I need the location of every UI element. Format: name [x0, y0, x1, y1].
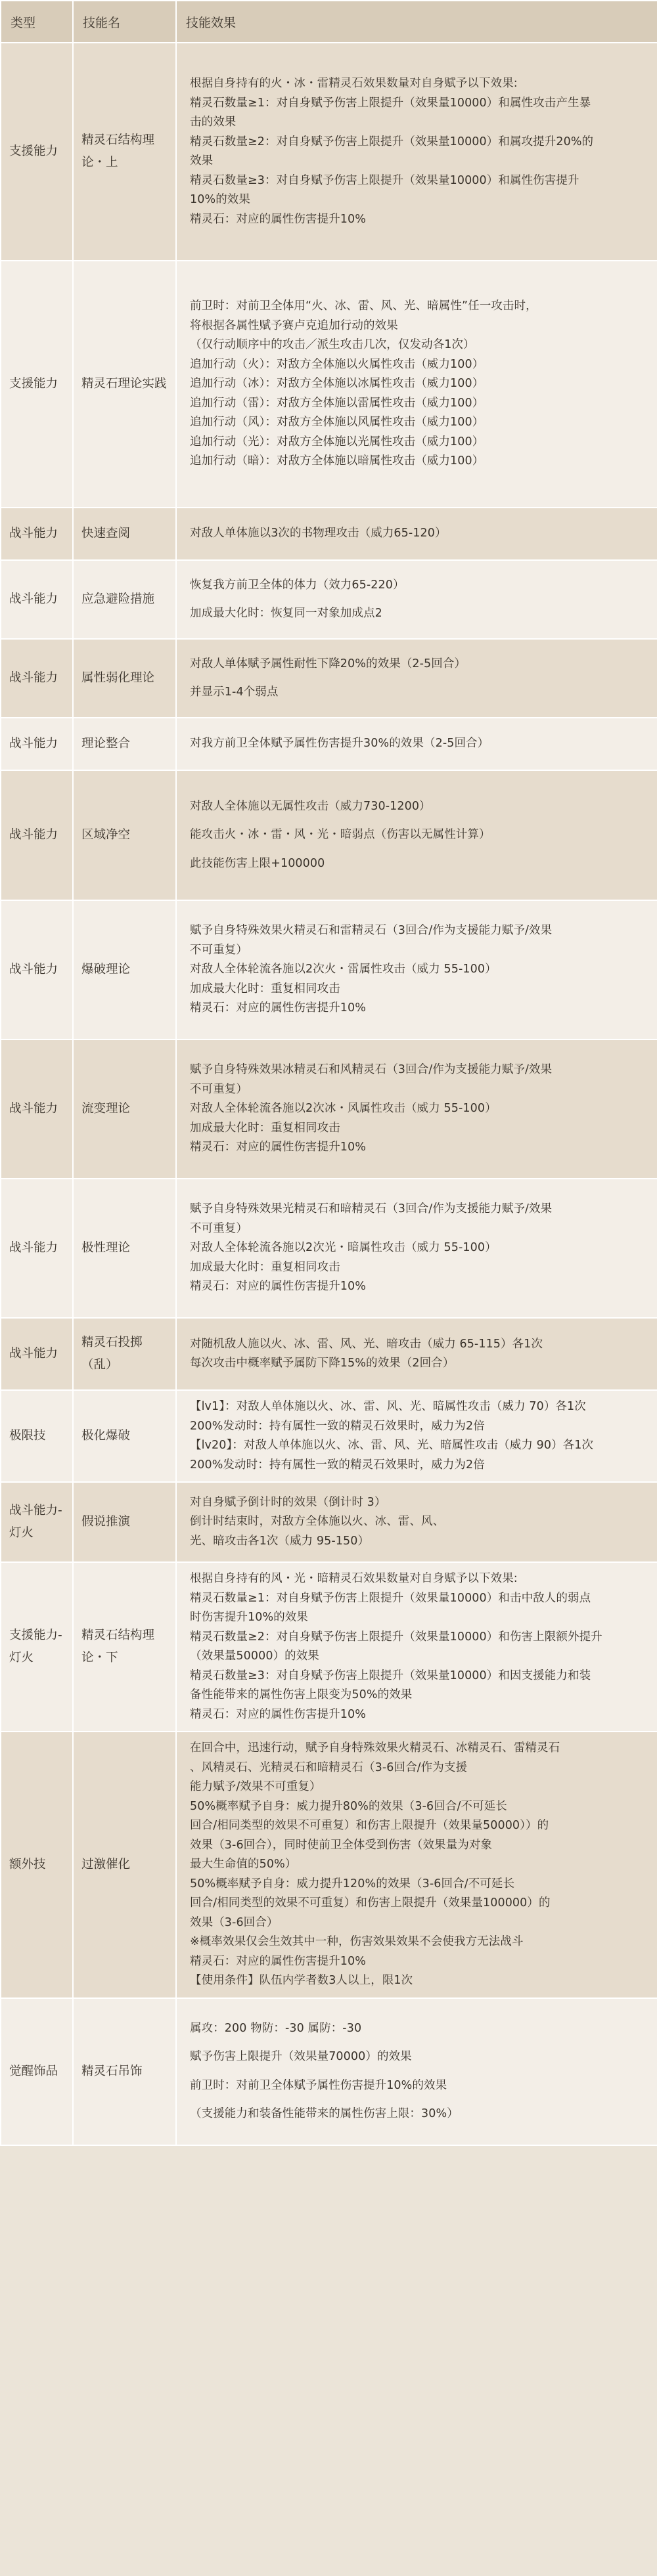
- effect-line: 精灵石：对应的属性伤害提升10%: [190, 1141, 366, 1154]
- effect-line: [190, 674, 645, 683]
- effect-line: [190, 2095, 645, 2105]
- table-row: [1, 718, 657, 770]
- effect-line: 赋予自身特殊效果冰精灵石和风精灵石（3回合/作为支援能力赋予/效果: [190, 1063, 553, 1077]
- table-header: [1, 1, 657, 43]
- effect-line: 效果（3-6回合）: [190, 1915, 279, 1929]
- header-row: [1, 1, 657, 43]
- effect-line: 50%概率赋予自身：威力提升120%的效果（3-6回合/不可延长: [190, 1877, 515, 1890]
- effect-line: 能力赋予/效果不可重复）: [190, 1780, 321, 1793]
- skill-effect: [176, 1179, 657, 1318]
- effect-line: 追加行动（雷）：对敌方全体施以雷属性攻击（威力100）: [190, 396, 484, 410]
- effect-line: 精灵石：对应的属性伤害提升10%: [190, 1954, 366, 1968]
- effect-line: 最大生命值的50%）: [190, 1858, 297, 1871]
- effect-line: 对敌人单体施以3次的书物理攻击（威力65-120）: [190, 527, 447, 540]
- table-row: [1, 1732, 657, 1998]
- effect-line: 每次攻击中概率赋予属防下降15%的效果（2回合）: [190, 1357, 455, 1370]
- skill-name: 精灵石投掷（乱）: [73, 1318, 176, 1390]
- skill-type: 觉醒饰品: [1, 1998, 73, 2145]
- effect-line: 将根据各属性赋予赛卢克追加行动的效果: [190, 318, 398, 332]
- table-row: [1, 508, 657, 560]
- table-row: [1, 900, 657, 1039]
- effect-line: 对随机敌人施以火、冰、雷、风、光、暗攻击（威力 65-115）各1次: [190, 1337, 543, 1351]
- header-type: 类型: [1, 1, 73, 43]
- skill-effect: [176, 508, 657, 560]
- skill-name: 假说推演: [73, 1482, 176, 1562]
- effect-line: 精灵石：对应的属性伤害提升10%: [190, 1001, 366, 1015]
- effect-line: 精灵石数量≥1：对自身赋予伤害上限提升（效果量10000）和属性攻击产生暴: [190, 96, 591, 110]
- skill-name: 精灵石吊饰: [73, 1998, 176, 2145]
- table-row: [1, 1390, 657, 1482]
- effect-line: 追加行动（暗）：对敌方全体施以暗属性攻击（威力100）: [190, 454, 484, 468]
- effect-line: [190, 2067, 645, 2076]
- skill-name: 属性弱化理论: [73, 639, 176, 718]
- effect-line: 不可重复）: [190, 1221, 248, 1235]
- effect-line: [190, 595, 645, 604]
- effect-line: 前卫时：对前卫全体用“火、冰、雷、风、光、暗属性”任一攻击时，: [190, 299, 537, 313]
- skill-type: 额外技: [1, 1732, 73, 1998]
- skill-name: 极性理论: [73, 1179, 176, 1318]
- effect-line: 恢复我方前卫全体的体力（效力65-220）: [190, 578, 405, 592]
- skill-type: 战斗能力: [1, 639, 73, 718]
- skill-type: 战斗能力-灯火: [1, 1482, 73, 1562]
- skill-name: 精灵石结构理论・上: [73, 43, 176, 261]
- skill-effect: [176, 718, 657, 770]
- effect-line: 回合/相同类型的效果不可重复）和伤害上限提升（效果量100000）的: [190, 1896, 551, 1910]
- effect-line: 追加行动（风）：对敌方全体施以风属性攻击（威力100）: [190, 416, 484, 429]
- effect-line: 赋予自身特殊效果火精灵石和雷精灵石（3回合/作为支援能力赋予/效果: [190, 924, 553, 938]
- effect-line: 精灵石数量≥2：对自身赋予伤害上限提升（效果量10000）和伤害上限额外提升: [190, 1630, 602, 1644]
- effect-line: 回合/相同类型的效果不可重复）和伤害上限提升（效果量50000））的: [190, 1819, 549, 1832]
- effect-line: 精灵石数量≥3：对自身赋予伤害上限提升（效果量10000）和属性伤害提升: [190, 173, 579, 187]
- effect-line: 精灵石：对应的属性伤害提升10%: [190, 212, 366, 226]
- effect-line: 对敌人全体轮流各施以2次冰・风属性攻击（威力 55-100）: [190, 1102, 497, 1116]
- effect-line: 加成最大化时：重复相同攻击: [190, 1121, 340, 1135]
- skill-name: 极化爆破: [73, 1390, 176, 1482]
- effect-line: 、风精灵石、光精灵石和暗精灵石（3-6回合/作为支援: [190, 1760, 468, 1774]
- table-row: [1, 639, 657, 718]
- skill-type: 支援能力: [1, 43, 73, 261]
- effect-line: 击的效果: [190, 116, 237, 129]
- effect-line: 精灵石数量≥1：对自身赋予伤害上限提升（效果量10000）和击中敌人的弱点: [190, 1591, 591, 1605]
- effect-line: （效果量50000）的效果: [190, 1649, 319, 1663]
- table-row: [1, 261, 657, 508]
- skill-name: 区域净空: [73, 770, 176, 900]
- skill-name: 快速查阅: [73, 508, 176, 560]
- effect-line: ※概率效果仅会生效其中一种，伤害效果效果不会使我方无法战斗: [190, 1935, 524, 1948]
- effect-line: 属攻：200 物防：-30 属防：-30: [190, 2021, 362, 2035]
- effect-line: （支援能力和装备性能带来的属性伤害上限：30%）: [190, 2107, 459, 2120]
- effect-line: 追加行动（冰）：对敌方全体施以冰属性攻击（威力100）: [190, 377, 484, 391]
- skill-effect: [176, 43, 657, 261]
- effect-line: 加成最大化时：重复相同攻击: [190, 982, 340, 995]
- skill-effect: [176, 1318, 657, 1390]
- table-row: [1, 560, 657, 639]
- effect-line: [190, 2038, 645, 2047]
- skill-type: 战斗能力: [1, 900, 73, 1039]
- table-row: [1, 1039, 657, 1179]
- skill-effect: [176, 560, 657, 639]
- effect-line: 前卫时：对前卫全体赋予属性伤害提升10%的效果: [190, 2078, 447, 2092]
- skill-type: 战斗能力: [1, 560, 73, 639]
- effect-line: 对敌人全体轮流各施以2次光・暗属性攻击（威力 55-100）: [190, 1241, 497, 1255]
- skill-name: 爆破理论: [73, 900, 176, 1039]
- effect-line: 并显示1-4个弱点: [190, 686, 279, 699]
- effect-line: 加成最大化时：恢复同一对象加成点2: [190, 607, 382, 620]
- skill-type: 支援能力: [1, 261, 73, 508]
- skill-effect: [176, 900, 657, 1039]
- skill-effect: [176, 1039, 657, 1179]
- effect-line: [190, 845, 645, 854]
- effect-line: 【lv1】：对敌人单体施以火、冰、雷、风、光、暗属性攻击（威力 70）各1次: [190, 1400, 586, 1413]
- effect-line: 倒计时结束时，对敌方全体施以火、冰、雷、风、: [190, 1515, 445, 1529]
- effect-line: 精灵石：对应的属性伤害提升10%: [190, 1280, 366, 1294]
- skill-type: 战斗能力: [1, 1179, 73, 1318]
- header-effect: 技能效果: [176, 1, 657, 43]
- skill-name: 流变理论: [73, 1039, 176, 1179]
- table-row: [1, 43, 657, 261]
- table-row: [1, 1482, 657, 1562]
- effect-line: 【lv20】：对敌人单体施以火、冰、雷、风、光、暗属性攻击（威力 90）各1次: [190, 1439, 594, 1452]
- skill-effect: [176, 1998, 657, 2145]
- effect-line: 【使用条件】队伍内学者数3人以上，限1次: [190, 1974, 413, 1987]
- effect-line: 时伤害提升10%的效果: [190, 1611, 308, 1624]
- effect-line: 此技能伤害上限+100000: [190, 856, 325, 870]
- effect-line: 10%的效果: [190, 193, 250, 206]
- skill-name: 理论整合: [73, 718, 176, 770]
- effect-line: 根据自身持有的风・光・暗精灵石效果数量对自身赋予以下效果:: [190, 1572, 518, 1585]
- effect-line: 在回合中，迅速行动，赋予自身特殊效果火精灵石、冰精灵石、雷精灵石: [190, 1741, 560, 1755]
- effect-line: （仅行动顺序中的攻击／派生攻击几次，仅发动各1次）: [190, 338, 475, 352]
- effect-line: 效果: [190, 154, 214, 167]
- skill-effect: [176, 1562, 657, 1732]
- table-body: [1, 43, 657, 2145]
- effect-line: [190, 816, 645, 825]
- skill-name: 精灵石理论实践: [73, 261, 176, 508]
- effect-line: 能攻击火・冰・雷・风・光・暗弱点（伤害以无属性计算）: [190, 828, 491, 842]
- skill-type: 支援能力-灯火: [1, 1562, 73, 1732]
- effect-line: 精灵石数量≥3：对自身赋予伤害上限提升（效果量10000）和因支援能力和装: [190, 1669, 591, 1682]
- effect-line: 对我方前卫全体赋予属性伤害提升30%的效果（2-5回合）: [190, 737, 489, 751]
- skill-effect: [176, 770, 657, 900]
- effect-line: 不可重复）: [190, 943, 248, 957]
- effect-line: 效果（3-6回合），同时使前卫全体受到伤害（效果量为对象: [190, 1838, 493, 1852]
- effect-line: 对敌人全体施以无属性攻击（威力730-1200）: [190, 799, 431, 813]
- skill-type: 极限技: [1, 1390, 73, 1482]
- skill-type: 战斗能力: [1, 508, 73, 560]
- effect-line: 精灵石：对应的属性伤害提升10%: [190, 1707, 366, 1721]
- skill-type: 战斗能力: [1, 1318, 73, 1390]
- header-name: 技能名: [73, 1, 176, 43]
- skill-effect: [176, 1390, 657, 1482]
- effect-line: 赋予伤害上限提升（效果量70000）的效果: [190, 2050, 412, 2063]
- effect-line: 精灵石数量≥2：对自身赋予伤害上限提升（效果量10000）和属攻提升20%的: [190, 135, 594, 148]
- skill-effect: [176, 1732, 657, 1998]
- table-row: [1, 770, 657, 900]
- effect-line: 赋予自身特殊效果光精灵石和暗精灵石（3回合/作为支援能力赋予/效果: [190, 1202, 553, 1216]
- skill-name: 应急避险措施: [73, 560, 176, 639]
- skill-type: 战斗能力: [1, 770, 73, 900]
- table-row: [1, 1562, 657, 1732]
- table-row: [1, 1998, 657, 2145]
- skill-type: 战斗能力: [1, 1039, 73, 1179]
- skill-type: 战斗能力: [1, 718, 73, 770]
- effect-line: 根据自身持有的火・冰・雷精灵石效果数量对自身赋予以下效果:: [190, 77, 518, 90]
- skill-effect: [176, 261, 657, 508]
- effect-line: 加成最大化时：重复相同攻击: [190, 1260, 340, 1274]
- table-row: [1, 1179, 657, 1318]
- effect-line: 50%概率赋予自身：威力提升80%的效果（3-6回合/不可延长: [190, 1799, 507, 1813]
- skill-name: 过激催化: [73, 1732, 176, 1998]
- effect-line: 备性能带来的属性伤害上限变为50%的效果: [190, 1688, 413, 1701]
- effect-line: 光、暗攻击各1次（威力 95-150）: [190, 1534, 370, 1548]
- effect-line: 对敌人单体赋予属性耐性下降20%的效果（2-5回合）: [190, 657, 466, 670]
- effect-line: 不可重复）: [190, 1082, 248, 1096]
- table-row: [1, 1318, 657, 1390]
- skill-effect: [176, 639, 657, 718]
- effect-line: 对自身赋予倒计时的效果（倒计时 3）: [190, 1495, 386, 1509]
- effect-line: 200%发动时：持有属性一致的精灵石效果时，威力为2倍: [190, 1458, 485, 1472]
- effect-line: 200%发动时：持有属性一致的精灵石效果时，威力为2倍: [190, 1419, 485, 1433]
- effect-line: 追加行动（光）：对敌方全体施以光属性攻击（威力100）: [190, 435, 484, 448]
- effect-line: 对敌人全体轮流各施以2次火・雷属性攻击（威力 55-100）: [190, 963, 497, 976]
- effect-line: 追加行动（火）：对敌方全体施以火属性攻击（威力100）: [190, 357, 484, 371]
- skill-name: 精灵石结构理论・下: [73, 1562, 176, 1732]
- skill-effect: [176, 1482, 657, 1562]
